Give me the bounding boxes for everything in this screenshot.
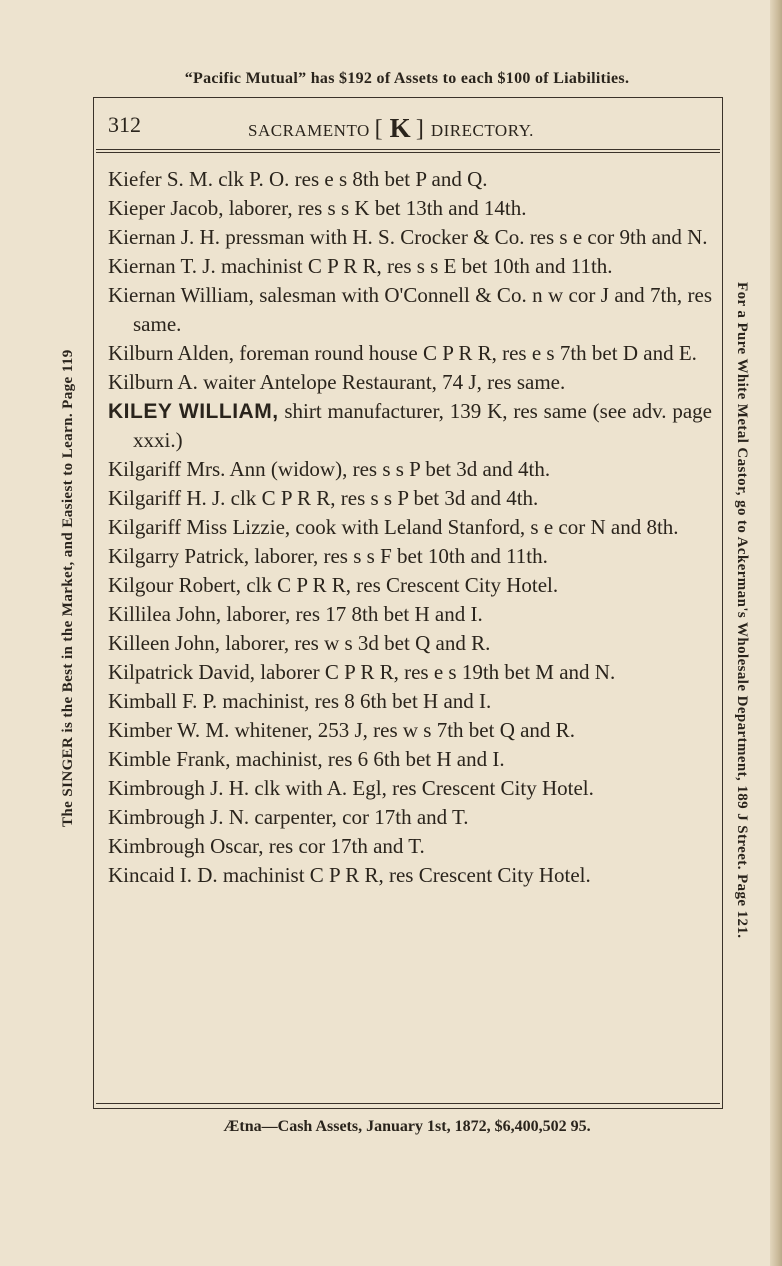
directory-entry: Killilea John, laborer, res 17 8th bet H and I. <box>108 602 483 626</box>
directory-entry: Kilpatrick David, laborer C P R R, res e s 19th bet M and N. <box>108 660 616 684</box>
directory-entry: Kiernan T. J. machinist C P R R, res s s E bet 10th and 11th. <box>108 254 613 278</box>
bottom-advertisement: Ætna—Cash Assets, January 1st, 1872, $6,400,502 95. <box>223 1118 591 1135</box>
header-rule-thin <box>96 152 720 153</box>
directory-entry-featured <box>108 397 712 455</box>
directory-entry: Kimber W. M. whitener, 253 J, res w s 7th bet Q and R. <box>108 718 575 742</box>
directory-entry: Kimbrough J. H. clk with A. Egl, res Crescent City Hotel. <box>108 776 594 800</box>
right-margin-advertisement: For a Pure White Metal Castor, go to Ackerman's Wholesale Department, 189 J Street. Page 121. <box>734 281 750 939</box>
directory-entry: Kilburn Alden, foreman round house C P R R, res e s 7th bet D and E. <box>108 341 697 365</box>
directory-entry: Kimball F. P. machinist, res 8 6th bet H and I. <box>108 689 492 713</box>
page-edge <box>770 0 782 1266</box>
footer-rule <box>96 1103 720 1104</box>
header-directory: DIRECTORY. <box>430 121 534 140</box>
directory-entry: Kincaid I. D. machinist C P R R, res Crescent City Hotel. <box>108 863 591 887</box>
header-letter: K <box>389 113 412 143</box>
directory-entry: Kimbrough J. N. carpenter, cor 17th and T. <box>108 805 469 829</box>
directory-entry: Kieper Jacob, laborer, res s s K bet 13th and 14th. <box>108 196 527 220</box>
directory-entry: Kilgariff Miss Lizzie, cook with Leland Stanford, s e cor N and 8th. <box>108 515 679 539</box>
top-advertisement: “Pacific Mutual” has $192 of Assets to each $100 of Liabilities. <box>184 70 630 87</box>
left-margin-advertisement: The SINGER is the Best in the Market, and Easiest to Learn. Page 119 <box>60 349 76 827</box>
directory-entry: Killeen John, laborer, res w s 3d bet Q and R. <box>108 631 491 655</box>
featured-name: KILEY WILLIAM, <box>108 400 279 423</box>
directory-entry: Kimble Frank, machinist, res 6 6th bet H and I. <box>108 747 505 771</box>
directory-entry: Kilgariff H. J. clk C P R R, res s s P bet 3d and 4th. <box>108 486 539 510</box>
directory-entry: Kiefer S. M. clk P. O. res e s 8th bet P and Q. <box>108 167 488 191</box>
featured-details: shirt manufacturer, 139 K, res same (see adv. page xxxi.) <box>133 399 712 452</box>
page-number: 312 <box>108 112 141 137</box>
directory-entry: Kilburn A. waiter Antelope Restaurant, 74 J, res same. <box>108 370 566 394</box>
directory-entry: Kiernan William, salesman with O'Connell & Co. n w cor J and 7th, res same. <box>108 283 712 336</box>
header-rule <box>96 149 720 150</box>
left-bracket: [ <box>374 116 390 142</box>
right-bracket: ] <box>415 116 431 142</box>
header-title <box>248 112 534 143</box>
directory-entry: Kilgariff Mrs. Ann (widow), res s s P bet 3d and 4th. <box>108 457 551 481</box>
directory-entry: Kiernan J. H. pressman with H. S. Crocker & Co. res s e cor 9th and N. <box>108 225 708 249</box>
directory-entries <box>108 165 712 890</box>
directory-entry: Kilgarry Patrick, laborer, res s s F bet 10th and 11th. <box>108 544 548 568</box>
header-city: SACRAMENTO <box>248 121 370 140</box>
running-header <box>108 112 712 143</box>
directory-entry: Kilgour Robert, clk C P R R, res Crescent City Hotel. <box>108 573 559 597</box>
directory-entry: Kimbrough Oscar, res cor 17th and T. <box>108 834 425 858</box>
